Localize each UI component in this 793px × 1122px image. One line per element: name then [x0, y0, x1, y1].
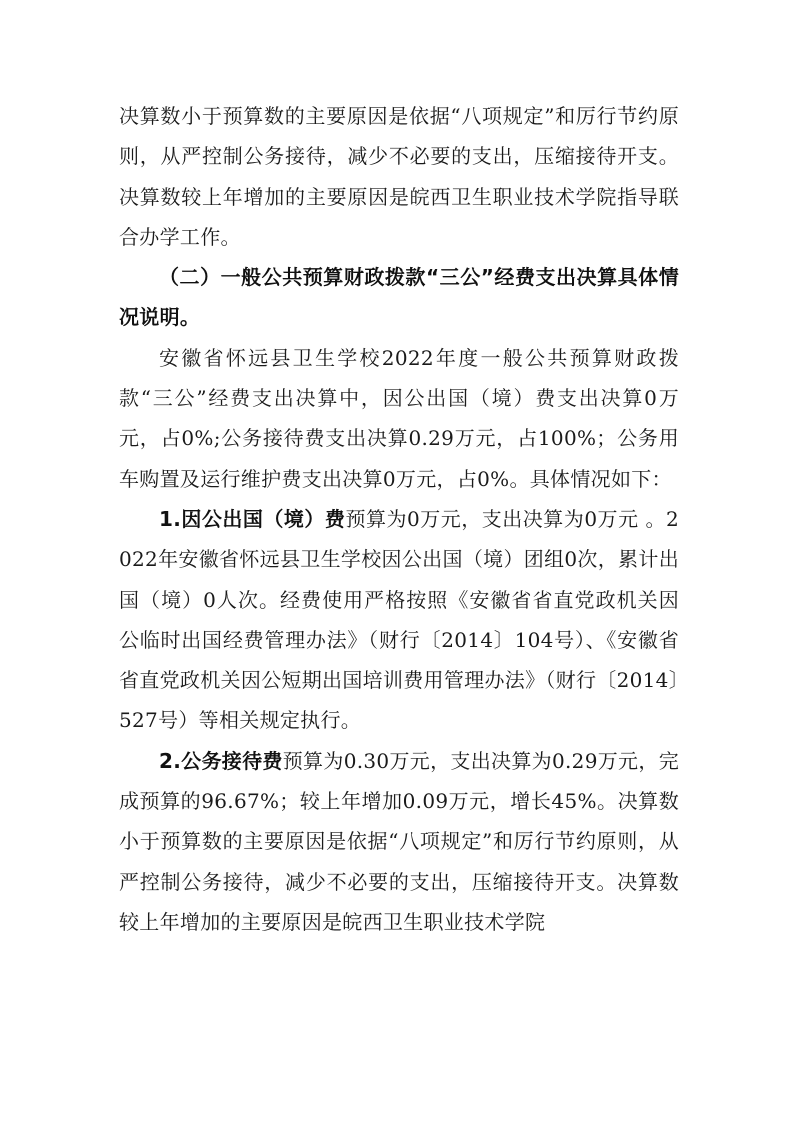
paragraph-official-reception [119, 741, 679, 942]
overseas-travel-body: 预算为0万元，支出决算为0万元 。2022年安徽省怀远县卫生学校因公出国（境）团组0次，累计出国（境）0人次。经费使用严格按照《安徽省省直党政机关因公临时出国经费管理办法》（财行〔2014〕104号）、《安徽省省直党政机关因公短期出国培训费用管理办法》（财行〔2014〕527号）等相关规定执行。 [119, 506, 679, 733]
section-heading-three-public-expenses: （二）一般公共预算财政拨款“三公”经费支出决算具体情况说明。 [119, 265, 679, 330]
document-body [119, 96, 679, 942]
paragraph-overseas-travel [119, 499, 679, 741]
paragraph-three-public-summary: 安徽省怀远县卫生学校2022年度一般公共预算财政拨款“三公”经费支出决算中，因公出国（境）费支出决算0万元，占0%;公务接待费支出决算0.29万元，占100%；公务用车购置及运行维护费支出决算0万元，占0%。具体情况如下： [119, 345, 679, 491]
official-reception-body: 预算为0.30万元，支出决算为0.29万元，完成预算的96.67%；较上年增加0.09万元，增长45%。决算数小于预算数的主要原因是依据“八项规定”和厉行节约原则，从严控制公务接待，减少不必要的支出，压缩接待开支。决算数较上年增加的主要原因是皖西卫生职业技术学院 [119, 748, 679, 934]
official-reception-lead: 2.公务接待费 [159, 748, 283, 773]
paragraph-reception-explanation: 决算数小于预算数的主要原因是依据“八项规定”和厉行节约原则，从严控制公务接待，减少不必要的支出，压缩接待开支。决算数较上年增加的主要原因是皖西卫生职业技术学院指导联合办学工作。 [119, 104, 679, 249]
overseas-travel-lead: 1.因公出国（境）费 [159, 506, 346, 531]
